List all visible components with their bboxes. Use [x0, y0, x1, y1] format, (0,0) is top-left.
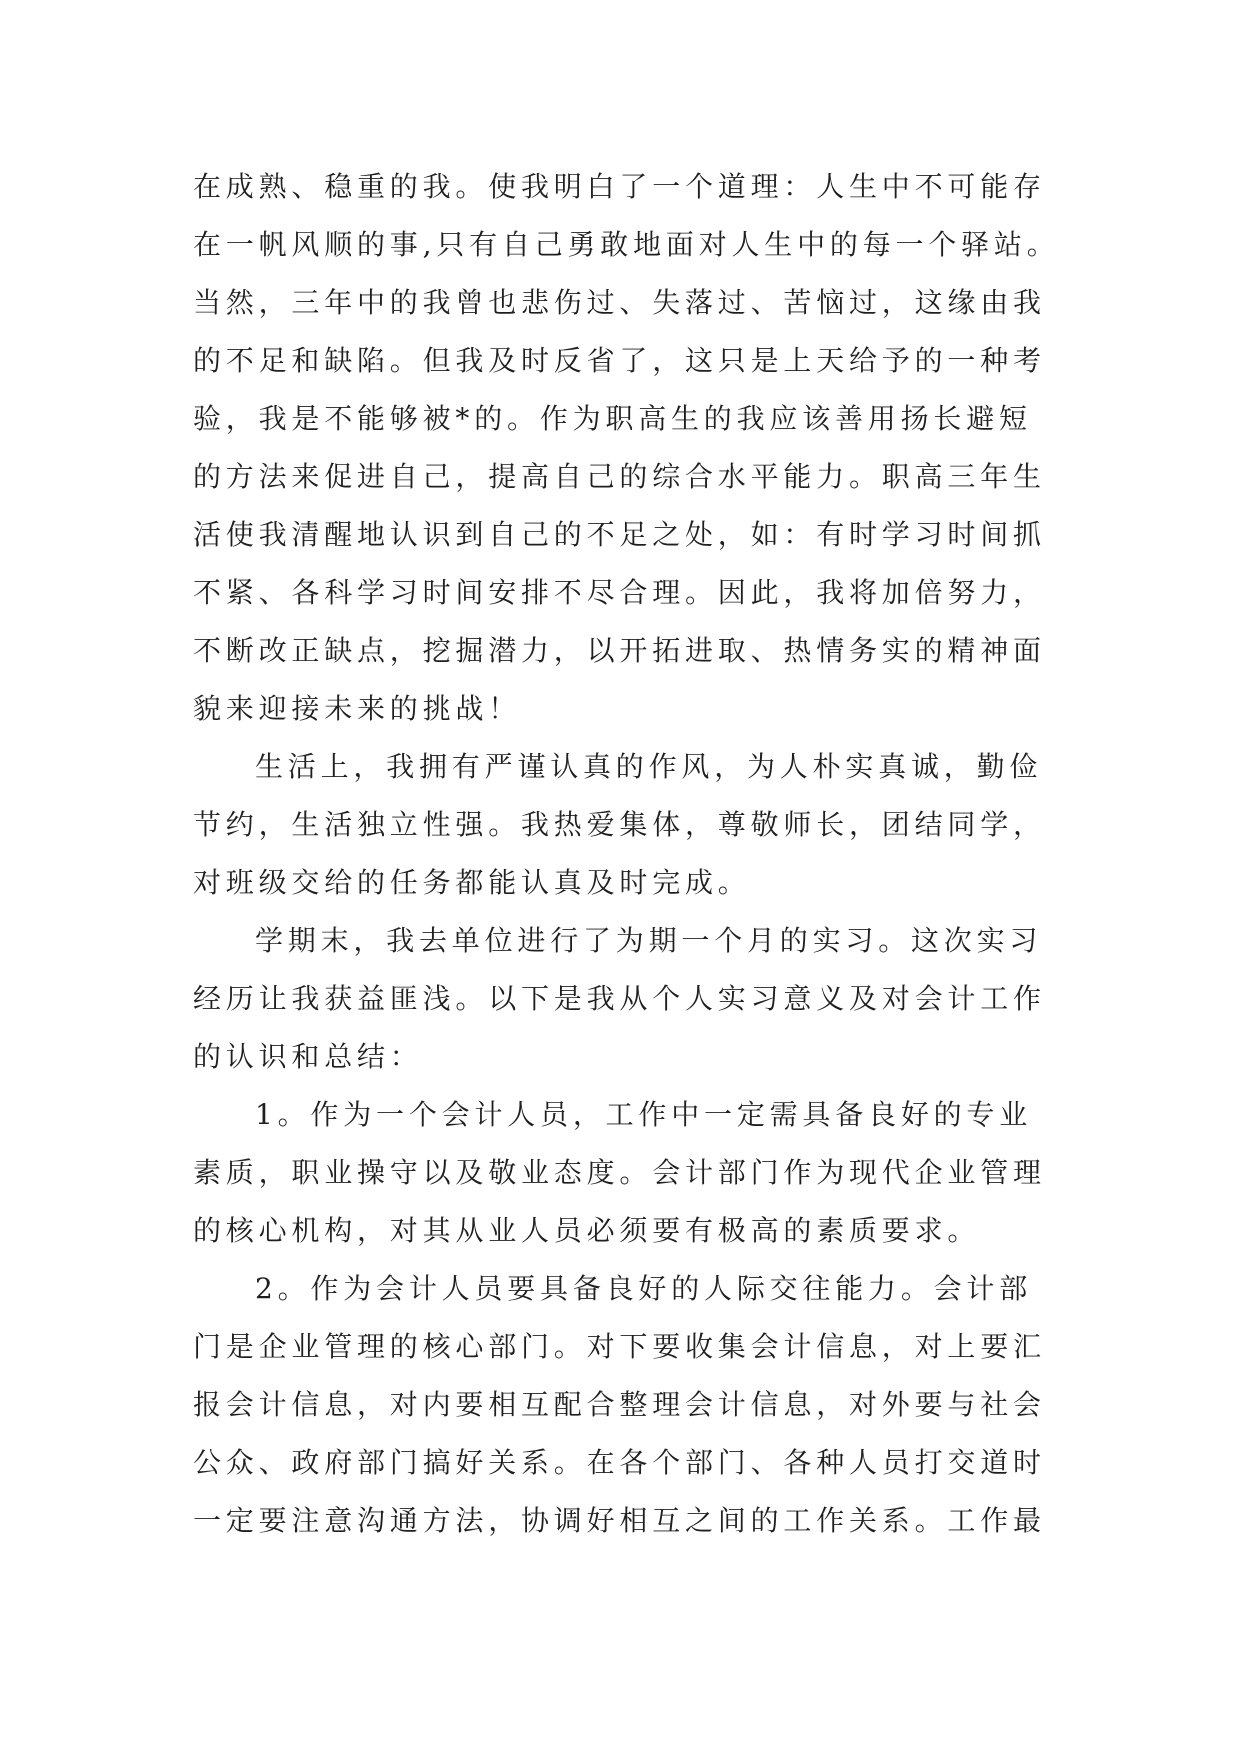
text-line: 当然，三年中的我曾也悲伤过、失落过、苦恼过，这缘由我	[193, 286, 1046, 319]
text-line: 不断改正缺点，挖掘潜力，以开拓进取、热情务实的精神面	[193, 634, 1046, 667]
text-line: 对班级交给的任务都能认真及时完成。	[193, 866, 751, 899]
text-line: 验，我是不能够被*的。作为职高生的我应该善用扬长避短	[193, 402, 1032, 435]
text-line: 1。作为一个会计人员，工作中一定需具备良好的专业	[255, 1098, 1033, 1131]
document-body	[193, 158, 1193, 1550]
text-line: 报会计信息，对内要相互配合整理会计信息，对外要与社会	[193, 1388, 1046, 1421]
text-line: 学期末，我去单位进行了为期一个月的实习。这次实习	[255, 924, 1043, 957]
text-line: 活使我清醒地认识到自己的不足之处，如：有时学习时间抓	[193, 518, 1046, 551]
text-line: 公众、政府部门搞好关系。在各个部门、各种人员打交道时	[193, 1446, 1046, 1479]
paragraph-point-1	[193, 1086, 1193, 1260]
text-line: 生活上，我拥有严谨认真的作风，为人朴实真诚，勤俭	[255, 750, 1043, 783]
text-line: 一定要注意沟通方法，协调好相互之间的工作关系。工作最	[193, 1504, 1046, 1537]
text-line: 的认识和总结：	[193, 1040, 423, 1073]
text-line: 的核心机构，对其从业人员必须要有极高的素质要求。	[193, 1214, 981, 1247]
text-line: 2。作为会计人员要具备良好的人际交往能力。会计部	[255, 1272, 1033, 1305]
text-line: 的不足和缺陷。但我及时反省了，这只是上天给予的一种考	[193, 344, 1046, 377]
text-line: 在成熟、稳重的我。使我明白了一个道理：人生中不可能存	[193, 170, 1046, 203]
text-line: 门是企业管理的核心部门。对下要收集会计信息，对上要汇	[193, 1330, 1046, 1363]
paragraph-life	[193, 738, 1193, 912]
paragraph-point-2	[193, 1260, 1193, 1550]
text-line: 素质，职业操守以及敬业态度。会计部门作为现代企业管理	[193, 1156, 1046, 1189]
text-line: 的方法来促进自己，提高自己的综合水平能力。职高三年生	[193, 460, 1046, 493]
text-line: 在一帆风顺的事,只有自己勇敢地面对人生中的每一个驿站。	[193, 228, 1060, 261]
paragraph-continuation	[193, 158, 1193, 738]
text-line: 经历让我获益匪浅。以下是我从个人实习意义及对会计工作	[193, 982, 1046, 1015]
text-line: 不紧、各科学习时间安排不尽合理。因此，我将加倍努力，	[193, 576, 1046, 609]
text-line: 貌来迎接未来的挑战！	[193, 692, 522, 725]
text-line: 节约，生活独立性强。我热爱集体，尊敬师长，团结同学，	[193, 808, 1046, 841]
paragraph-internship	[193, 912, 1193, 1086]
